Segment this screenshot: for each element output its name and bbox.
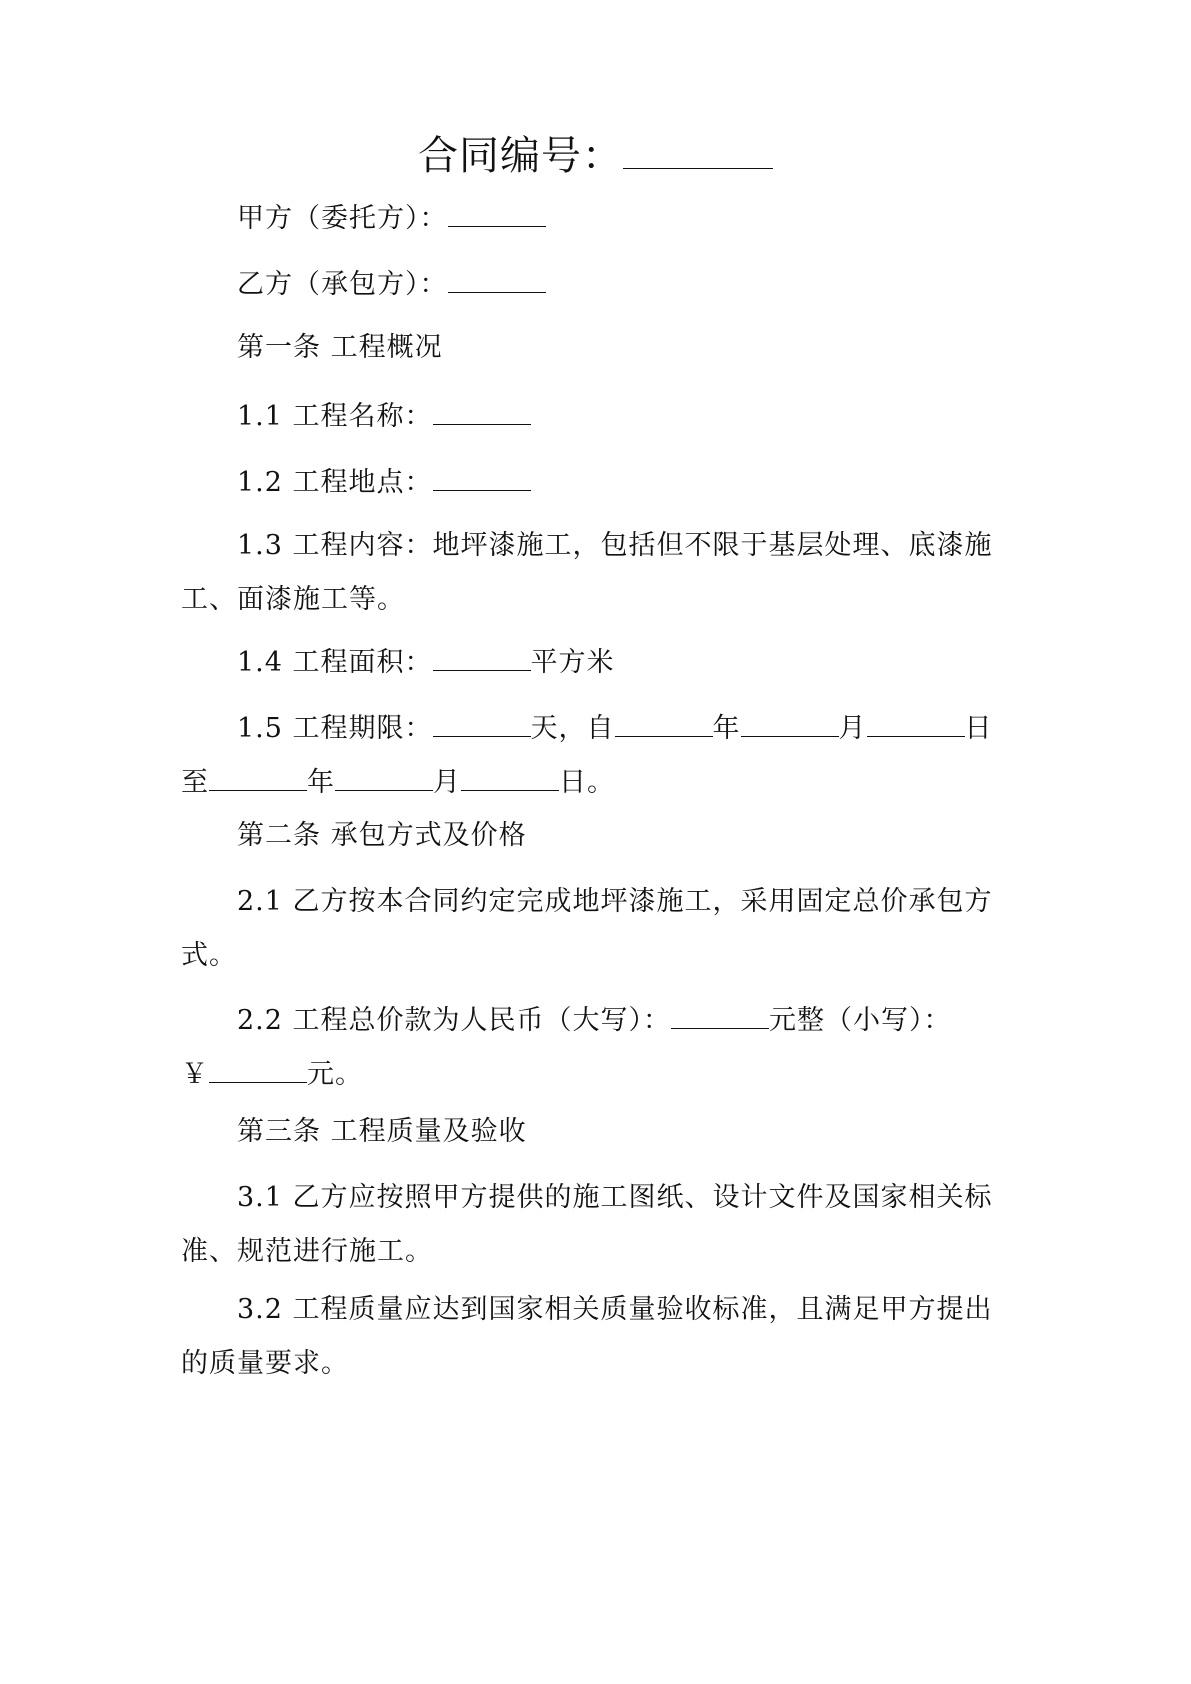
project-location-blank	[433, 462, 531, 491]
clause-1-1: 1.1 工程名称：	[181, 396, 1057, 435]
clause-2-2-line-2: ￥ 元。	[181, 1054, 1001, 1093]
clause-2-2-line-1: 2.2 工程总价款为人民币（大写）： 元整（小写）：	[181, 1000, 1057, 1039]
project-area-blank	[433, 642, 531, 671]
party-b-blank	[448, 264, 546, 293]
clause-2-1-line-2: 式。	[181, 940, 237, 971]
contract-number-label: 合同编号：	[418, 133, 623, 179]
clause-2-1-line-1: 2.1 乙方按本合同约定完成地坪漆施工，采用固定总价承包方	[237, 886, 993, 917]
start-year-blank	[615, 708, 713, 737]
clause-3-2-line-2: 的质量要求。	[181, 1348, 349, 1379]
start-day-blank	[867, 708, 965, 737]
party-b-line: 乙方（承包方）：	[181, 264, 1057, 303]
party-a-blank	[448, 198, 546, 227]
clause-3-1-line-2: 准、规范进行施工。	[181, 1236, 433, 1267]
duration-days-blank	[433, 708, 531, 737]
clause-3-2-line-1: 3.2 工程质量应达到国家相关质量验收标准，且满足甲方提出	[237, 1294, 993, 1325]
end-year-blank	[209, 762, 307, 791]
contract-number-blank	[623, 132, 773, 169]
article-1-heading: 第一条 工程概况	[237, 332, 443, 363]
project-name-blank	[433, 396, 531, 425]
clause-1-5-line-1: 1.5 工程期限： 天，自 年 月 日	[181, 708, 1057, 747]
end-day-blank	[461, 762, 559, 791]
end-month-blank	[335, 762, 433, 791]
price-words-blank	[671, 1000, 769, 1029]
clause-1-4: 1.4 工程面积： 平方米	[181, 642, 1057, 681]
party-a-line: 甲方（委托方）：	[181, 198, 1057, 237]
clause-1-2: 1.2 工程地点：	[181, 462, 1057, 501]
clause-1-5-line-2: 至 年 月 日。	[181, 762, 1001, 801]
clause-1-3-line-2: 工、面漆施工等。	[181, 584, 405, 615]
price-figures-blank	[209, 1054, 307, 1083]
clause-3-1-line-1: 3.1 乙方应按照甲方提供的施工图纸、设计文件及国家相关标	[237, 1182, 993, 1213]
contract-title	[0, 128, 1191, 184]
clause-1-3-line-1: 1.3 工程内容：地坪漆施工，包括但不限于基层处理、底漆施	[237, 530, 993, 561]
article-2-heading: 第二条 承包方式及价格	[237, 820, 527, 851]
start-month-blank	[741, 708, 839, 737]
article-3-heading: 第三条 工程质量及验收	[237, 1116, 527, 1147]
